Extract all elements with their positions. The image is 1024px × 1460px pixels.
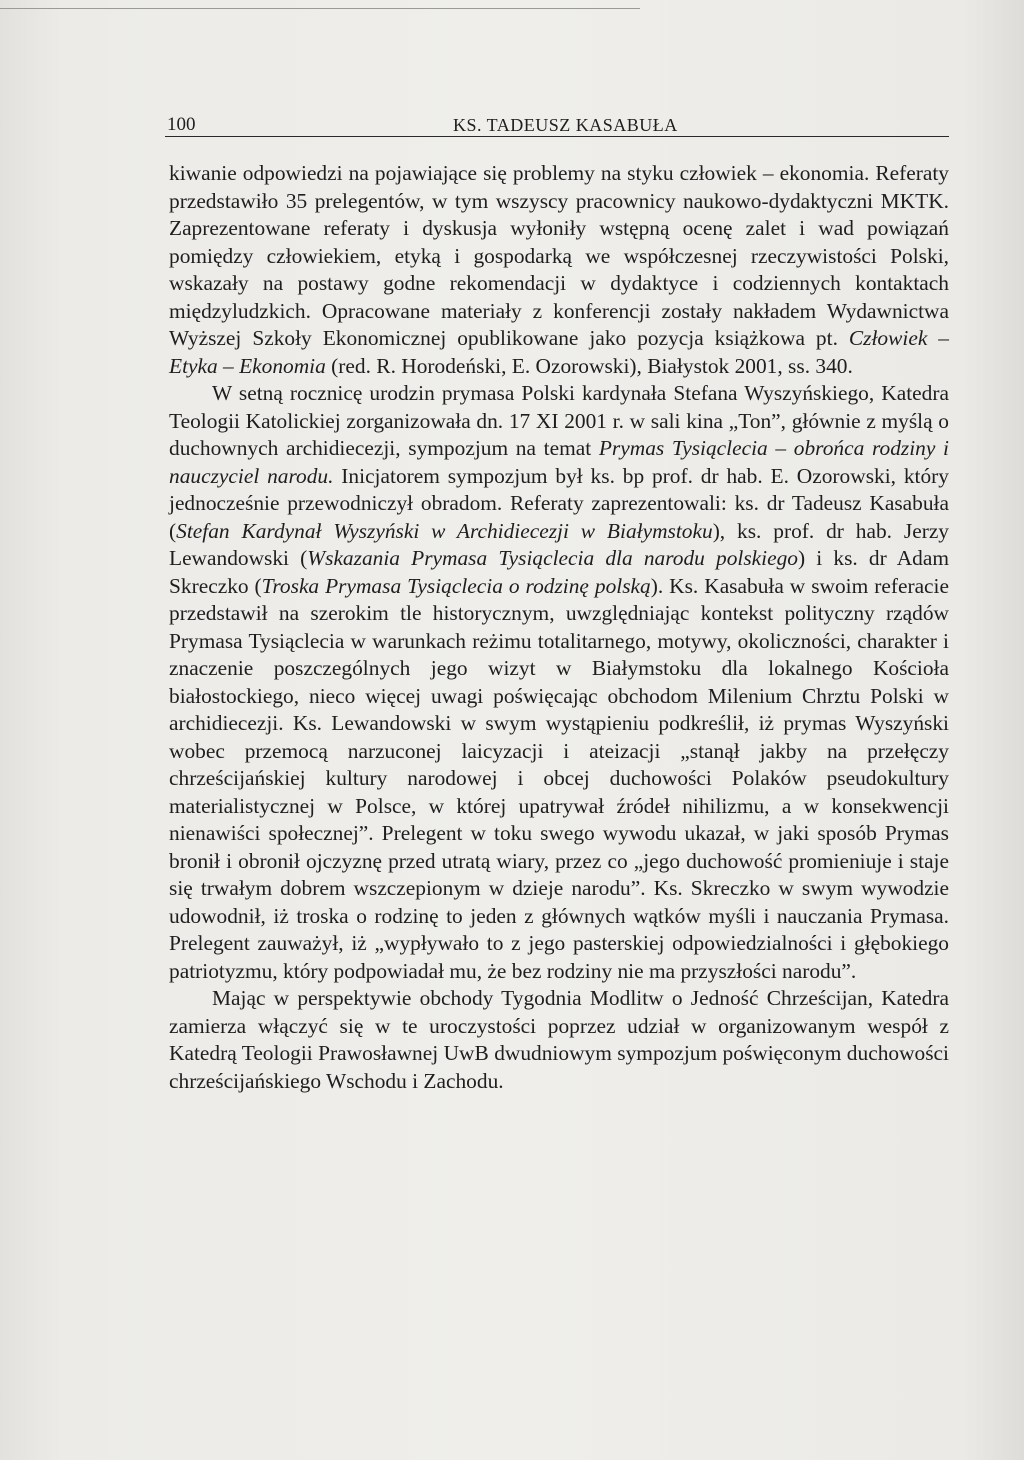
scan-edge-line xyxy=(0,8,640,9)
text-run: Inicjatorem sympozjum był ks. bp prof. dr hab. E. Ozorowski, który jednocześnie przewodniczył obradom. Referaty zaprezentowali: ks. dr Tadeusz Kasabuła ( xyxy=(169,463,949,543)
text-run: ), ks. prof. dr hab. Jerzy Lewandowski ( xyxy=(169,518,950,570)
page-number: 100 xyxy=(167,114,196,135)
text-run: ). Ks. Kasabuła w swoim referacie przedstawił na szerokim tle historycznym, uwzględniając kontekst polityczny rządów Prymasa Tysiąclecia w warunkach reżimu totalitarnego, motywy, okoliczności, charakter i znaczenie poszczególnych jego wizyt w Białymstoku dla lokalnego Kościoła białostockiego, nieco więcej uwagi poświęcając obchodom Milenium Chrztu Polski w archidiecezji. Ks. Lewandowski w swym wystąpieniu podkreślił, iż prymas Wyszyński wobec przemocą narzuconej laicyzacji i ateizacji „stanął jakby na przełęczy chrześcijańskiej kultury narodowej i obcej duchowości Polaków pseudokultury materialistycznej w Polsce, w której upatrywał źródeł nihilizmu, a w konsekwencji nienawiści społecznej”. Prelegent w toku swego wywodu ukazał, w jaki sposób Prymas bronił i obronił ojczyznę przed utratą wiary, przez co „jego duchowość promieniuje i staje się trwałym dobrem wszczepionym w dzieje narodu”. Ks. Skreczko w swym wywodzie udowodnił, iż troska o rodzinę to jeden z głównych wątków myśli i nauczania Prymasa. Prelegent zauważył, iż „wypływało to z jego pasterskiej odpowiedzialności i głębokiego patriotyzmu, który podpowiadał mu, że bez rodziny nie ma przyszłości narodu”. xyxy=(169,573,949,983)
italic-title-text: Wskazania Prymasa Tysiąclecia dla narodu polskiego xyxy=(307,546,798,570)
text-run: W setną rocznicę urodzin prymasa Polski kardynała Stefana Wyszyńskiego, Katedra Teologii Katolickiej zorganizowała dn. 17 XI 2001 r. w sali kina „Ton”, głównie z myślą o duchownych archidiecezji, sympozjum na temat xyxy=(169,381,949,460)
text-run: ) i ks. dr Adam Skreczko ( xyxy=(169,546,949,598)
paragraph-3 xyxy=(169,985,949,1095)
italic-title-text: Troska Prymasa Tysiąclecia o rodzinę polską xyxy=(261,573,651,598)
paragraph-1 xyxy=(169,160,949,380)
text-run: Mając w perspektywie obchody Tygodnia Modlitw o Jedność Chrześcijan, Katedra zamierza włączyć się w te uroczystości poprzez udział w organizowanym wespół z Katedrą Teologii Prawosławnej UwB dwudniowym sympozjum poświęconym duchowości chrześcijańskiego Wschodu i Zachodu. xyxy=(169,986,949,1093)
text-run: kiwanie odpowiedzi na pojawiające się problemy na styku człowiek – ekonomia. Referaty przedstawiło 35 prelegentów, w tym wszyscy pracownicy naukowo-dydaktyczni MKTK. Zaprezentowane referaty i dyskusja wyłoniły wstępną ocenę zalet i wad powiązań pomiędzy człowiekiem, etyką i gospodarką we współczesnej rzeczywistości Polski, wskazały na postawy godne rekomendacji w dydaktyce i codziennych kontaktach międzyludzkich. Opracowane materiały z konferencji zostały nakładem Wydawnictwa Wyższej Szkoły Ekonomicznej opublikowane jako pozycja książkowa pt. xyxy=(169,161,949,350)
body-text xyxy=(169,160,949,1095)
paragraph-2 xyxy=(169,380,949,985)
italic-title-text: Stefan Kardynał Wyszyński w Archidiecezji w Białymstoku xyxy=(176,518,713,543)
page-header xyxy=(165,114,949,137)
italic-title-text: Człowiek – Etyka – Ekonomia xyxy=(169,326,949,378)
italic-title-text: Prymas Tysiąclecia – obrońca rodziny i nauczyciel narodu. xyxy=(169,436,949,488)
text-run: (red. R. Horodeński, E. Ozorowski), Białystok 2001, ss. 340. xyxy=(325,353,853,378)
running-title: KS. TADEUSZ KASABUŁA xyxy=(453,115,678,135)
